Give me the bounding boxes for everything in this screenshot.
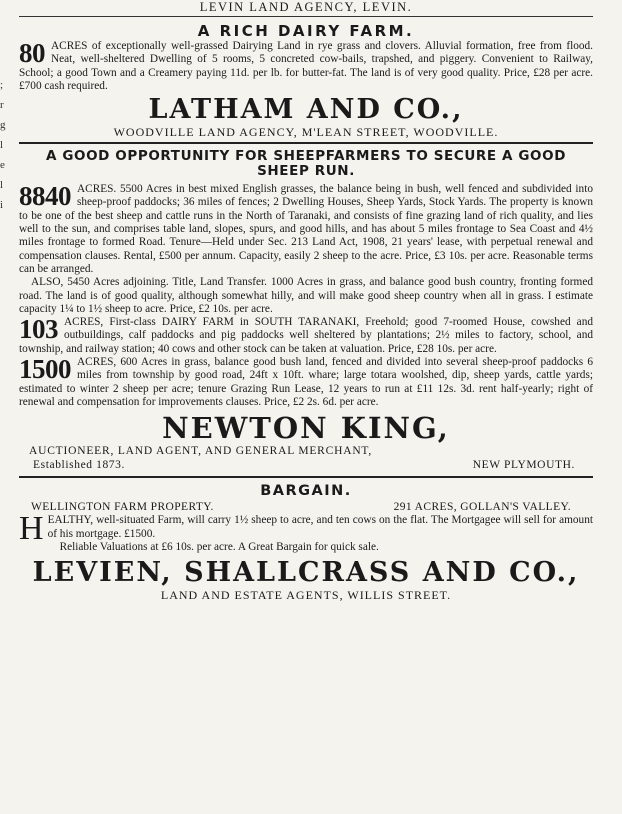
divider [19,142,593,144]
ad-title: BARGAIN. [260,483,352,500]
advertisement-column [19,0,593,603]
firm-name: LATHAM AND CO., [148,94,464,126]
drop-cap: H [19,510,44,548]
acreage-number: 103 [19,314,58,345]
column-header: LEVIN LAND AGENCY, LEVIN. [199,0,413,14]
firm-description: AUCTIONEER, LAND AGENT, AND GENERAL MERCHANT, [29,445,373,458]
margin-char: e [0,159,5,171]
left-margin-fragments [0,75,10,215]
firm-name: LEVIEN, SHALLCRASS AND CO., [32,557,580,589]
firm-address: LAND AND ESTATE AGENTS, WILLIS STREET. [160,588,452,603]
ad-body-item [19,356,593,409]
ad-valuation-line: Reliable Valuations at £6 10s. per acre. A Great Bargain for quick sale. [59,540,379,553]
ad-body-also: ALSO, 5450 Acres adjoining. Title, Land Transfer. 1000 Acres in grass, and balance good bush country, fronting formed road. The land is of good quality, although somewhat hilly, and will make good sheep country when all in grass. I estimate capacity 1¼ to 1½ sheep to acre. Price, £2 10s. per acre. [19,276,593,315]
margin-char: l [0,139,4,151]
ad-text: ACRES. 5500 Acres in best mixed English grasses, the balance being in bush, well fenced and subdivided into sheep-proof paddocks; 36 miles of fences; 2 Dwelling Houses, Sheep Yards, Stock Yards. The property is known to be one of the best sheep and cattle runs in the North of Taranaki, and consists of fine grazing land of rich quality, and lies well to the sun, and comprises table land, slopes, spurs, and good hills, and has about 5 miles frontage to Sea Coast and 4½ miles frontage to formed Road. Tenure—Held under Sec. 213 Land Act, 1908, 21 years' lease, with perpetual renewal and compensation clauses. Rental, £500 per annum. Capacity, easily 2 sheep to the acre. Price, £3 10s. per acre. Reasonable terms can be arranged. [19,183,593,275]
divider [19,476,593,478]
firm-name: NEWTON KING, [162,411,450,446]
firm-address: WOODVILLE LAND AGENCY, M'LEAN STREET, WOODVILLE. [113,125,499,140]
ad-text: ACRES of exceptionally well-grassed Dairying Land in rye grass and clovers. Alluvial formation, free from flood. Neat, well-sheltered Dwelling of 5 rooms, 5 concreted cow-bails, trapshed, and piggery. Convenient to Railway, School; a good Town and a Creamery paying 11d. per lb. for butter-fat. The land is of very good quality. Price, £28 per acre. £700 cash required. [19,40,593,92]
acreage-number: 1500 [19,354,71,385]
firm-location: NEW PLYMOUTH. [472,459,575,472]
margin-char: ; [0,79,4,91]
property-name: WELLINGTON FARM PROPERTY. [31,501,214,514]
ad-text: EALTHY, well-situated Farm, will carry 1½ sheep to acre, and ten cows on the flat. The Mortgagee will sell for amount of his mortgage. £1500. [47,514,593,540]
ad-dairy-farm [19,22,593,140]
ad-body-item [19,316,593,356]
ad-text: ACRES, First-class DAIRY FARM in SOUTH TARANAKI, Freehold; good 7-roomed House, cowshed and outbuildings, calf paddocks and pig paddocks well sheltered by plantations; 2½ miles to factory, school, and township, and railway station; 40 cows and other stock can be taken at valuation. Price, £28 10s. per acre. [19,316,593,355]
property-heading-row [19,500,593,514]
margin-char: l [0,179,4,191]
firm-footer-row [19,458,593,472]
divider [19,16,593,17]
margin-char: g [0,119,6,131]
ad-bargain [19,482,593,603]
ad-title: A GOOD OPPORTUNITY FOR SHEEPFARMERS TO SECURE A GOOD SHEEP RUN. [45,148,567,180]
ad-text: ACRES, 600 Acres in grass, balance good bush land, fenced and divided into several sheep-proof paddocks 6 miles from township by good road, 24ft x 10ft. whare; large totara woolshed, dip, sheep yards, cattle yards; estimated to winter 2 sheep per acre; tenure Grazing Run Lease, 12 years to run at £11 12s. 3d. rent half-yearly; right of renewal and compensation for improvements clauses. Price, £2 2s. 6d. per acre. [19,356,593,408]
ad-body [19,40,593,93]
property-size: 291 ACRES, GOLLAN'S VALLEY. [393,501,571,514]
margin-char: r [0,99,4,111]
ad-title: A RICH DAIRY FARM. [197,22,415,40]
acreage-number: 80 [19,38,45,68]
margin-char: i [0,199,4,211]
established-year: Established 1873. [33,459,125,472]
ad-body-item [19,183,593,276]
ad-sheep-run [19,149,593,472]
acreage-number: 8840 [19,181,71,212]
